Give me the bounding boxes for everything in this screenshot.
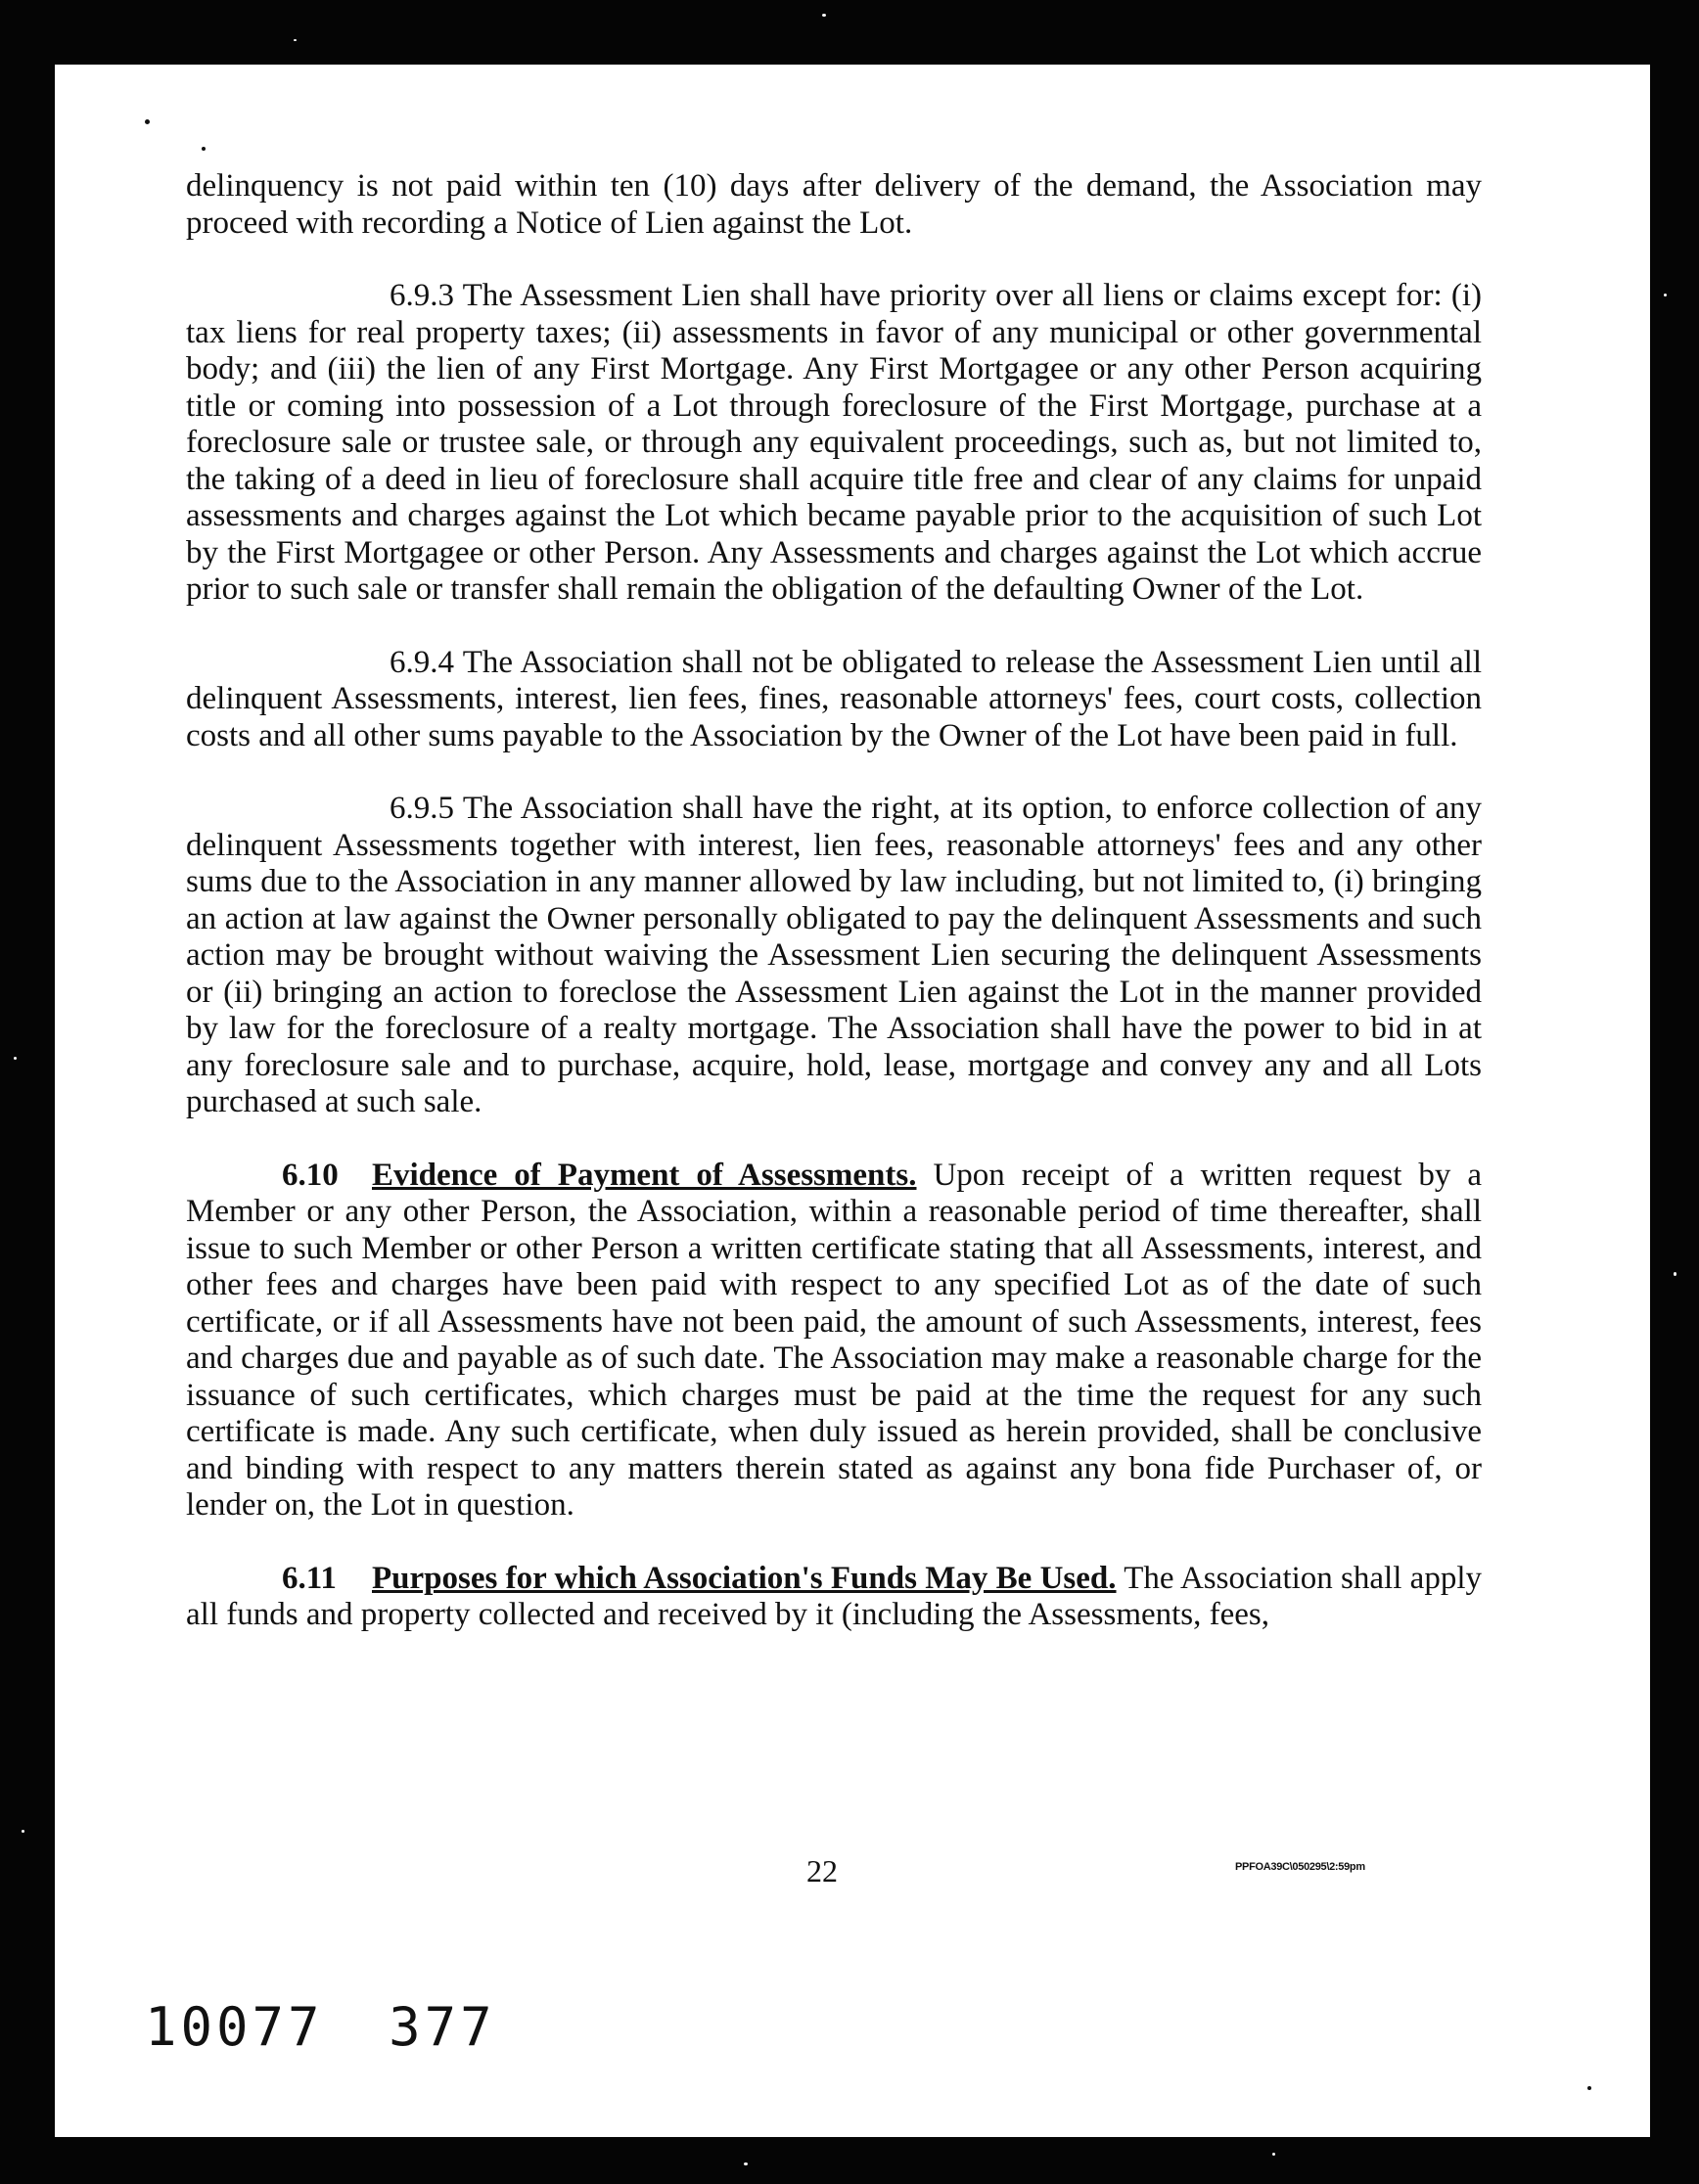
page-speck	[202, 147, 206, 151]
section-6-10	[186, 1158, 1482, 1524]
recording-stamp	[145, 1996, 496, 2058]
page-number: 22	[806, 1853, 838, 1888]
stamp-page-number: 377	[389, 1996, 496, 2058]
paragraph-text: The Association shall have the right, at its option, to enforce collection of any delinquent Assessments together with interest, lien fees, reasonable attorneys' fees and any other sums due to the Association in any manner allowed by law including, but not limited to, (i) bringing an action at law against the Owner personally obligated to pay the delinquent Assessments and such action may be brought without waiving the Assessment Lien securing the delinquent Assessments or (ii) bringing an action to foreclose the Assessment Lien against the Lot in the manner provided by law for the foreclosure of a realty mortgage. The Association shall have the power to bid in at any foreclosure sale and to purchase, acquire, hold, lease, mortgage and convey any and all Lots purchased at such sale.	[186, 791, 1482, 1119]
paragraph-6-9-4	[186, 645, 1482, 755]
scan-speck	[1664, 294, 1667, 296]
scan-speck	[744, 2162, 748, 2165]
section-number: 6.9.4	[390, 644, 454, 680]
section-number: 6.9.3	[390, 278, 454, 313]
paragraph-6-9-3	[186, 278, 1482, 609]
section-6-11	[186, 1561, 1482, 1634]
scan-speck	[822, 14, 826, 17]
paragraph-text: The Association shall apply all funds and property collected and received by it (including the Assessments, fees,	[186, 1560, 1482, 1632]
paragraph-text: Upon receipt of a written request by a Member or any other Person, the Association, within a reasonable period of time thereafter, shall issue to such Member or other Person a written certificate stating that all Assessments, interest, and other fees and charges have been paid with respect to any specified Lot as of the date of such certificate, or if all Assessments have not been paid, the amount of such Assessments, interest, fees and charges due and payable as of such date. The Association may make a reasonable charge for the issuance of such certificates, which charges must be paid at the time the request for any such certificate is made. Any such certificate, when duly issued as herein provided, shall be conclusive and binding with respect to any matters therein stated as against any bona fide Purchaser of, or lender on, the Lot in question.	[186, 1157, 1482, 1523]
paragraph-text: The Assessment Lien shall have priority over all liens or claims except for: (i) tax liens for real property taxes; (ii) assessments in favor of any municipal or other governmental body; and (iii) the lien of any First Mortgage. Any First Mortgagee or any other Person acquiring title or coming into possession of a Lot through foreclosure of the First Mortgage, purchase at a foreclosure sale or trustee sale, or through any equivalent proceedings, such as, but not limited to, the taking of a deed in lieu of foreclosure shall acquire title free and clear of any claims for unpaid assessments and charges against the Lot which became payable prior to the acquisition of such Lot by the First Mortgagee or other Person. Any Assessments and charges against the Lot which accrue prior to such sale or transfer shall remain the obligation of the defaulting Owner of the Lot.	[186, 278, 1483, 607]
section-title: Evidence of Payment of Assessments.	[372, 1157, 917, 1193]
section-number: 6.11	[282, 1560, 337, 1596]
scan-speck	[1674, 1272, 1676, 1276]
paragraph-text: delinquency is not paid within ten (10) days after delivery of the demand, the Association may proceed with recording a Notice of Lien against the Lot.	[186, 168, 1482, 241]
paragraph-text: The Association shall not be obligated to release the Assessment Lien until all delinquent Assessments, interest, lien fees, fines, reasonable attorneys' fees, court costs, collection costs and all other sums payable to the Association by the Owner of the Lot have been paid in full.	[186, 644, 1482, 753]
document-code: PPFOA39C\050295\2:59pm	[1235, 1861, 1365, 1873]
document-body	[186, 168, 1482, 1670]
section-title: Purposes for which Association's Funds May Be Used.	[372, 1560, 1117, 1596]
page-speck	[145, 119, 150, 124]
section-number: 6.9.5	[390, 791, 454, 826]
scan-speck	[1272, 2153, 1275, 2156]
page-speck	[1587, 2086, 1591, 2090]
stamp-book-number: 10077	[145, 1996, 324, 2058]
scan-speck	[14, 1057, 17, 1060]
scan-speck	[294, 39, 297, 41]
paragraph-6-9-5	[186, 791, 1482, 1121]
scan-speck	[22, 1830, 24, 1833]
paragraph-continuation	[186, 168, 1482, 242]
section-number: 6.10	[282, 1157, 339, 1193]
